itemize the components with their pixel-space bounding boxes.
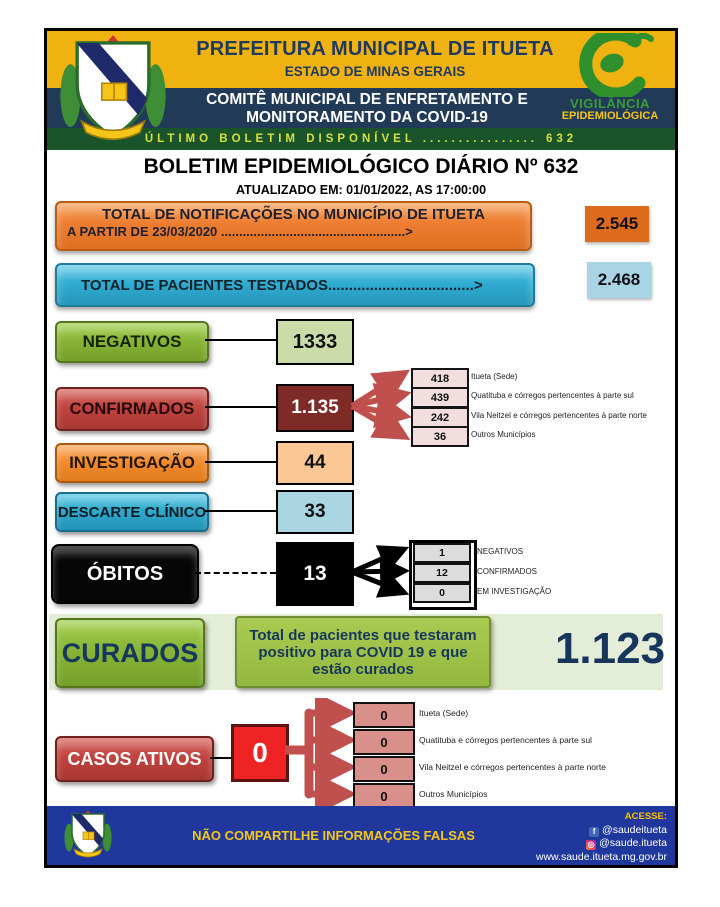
descarte-connector <box>205 510 276 512</box>
curados-label: CURADOS <box>55 618 205 688</box>
committee-line1: COMITÊ MUNICIPAL DE ENFRETAMENTO E <box>206 91 528 108</box>
notifications-line1: TOTAL DE NOTIFICAÇÕES NO MUNICÍPIO DE ITUETA <box>101 206 486 223</box>
last-bulletin-label: ÚLTIMO BOLETIM DISPONÍVEL ................ <box>144 133 538 145</box>
confirmados-breakdown-label: Outros Municípios <box>471 430 536 439</box>
bulletin-updated: ATUALIZADO EM: 01/01/2022, AS 17:00:00 <box>235 183 487 197</box>
obitos-breakdown-value: 0 <box>413 583 471 603</box>
footer-links <box>536 810 667 864</box>
footer <box>47 806 675 865</box>
casos-breakdown-label: Outros Municípios <box>419 789 488 799</box>
casos-ativos-value: 0 <box>231 724 289 782</box>
notifications-value: 2.545 <box>585 206 649 242</box>
confirmados-arrows-icon <box>350 364 412 446</box>
notifications-line2: A PARTIR DE 23/03/2020 ...................................................> <box>67 224 413 239</box>
confirmados-breakdown-label: Vila Neitzel e córregos pertencentes à parte norte <box>471 411 647 420</box>
casos-ativos-connector <box>210 757 231 759</box>
casos-breakdown-label: Vila Neitzel e córregos pertencentes à parte norte <box>419 762 606 772</box>
bulletin-frame <box>44 28 678 868</box>
tested-bar <box>55 263 535 307</box>
footer-warning: NÃO COMPARTILHE INFORMAÇÕES FALSAS <box>192 828 475 843</box>
curados-value: 1.123 <box>554 624 666 673</box>
committee-line2: MONITORAMENTO DA COVID-19 <box>246 109 488 126</box>
municipal-crest-icon <box>57 34 169 146</box>
investigacao-value: 44 <box>276 441 354 485</box>
investigacao-connector <box>205 461 276 463</box>
website-link[interactable]: www.saude.itueta.mg.gov.br <box>535 850 667 863</box>
tested-value: 2.468 <box>587 262 651 298</box>
header-title: PREFEITURA MUNICIPAL DE ITUETA <box>196 38 554 60</box>
casos-breakdown-value: 0 <box>353 783 415 809</box>
obitos-breakdown-value: 1 <box>413 543 471 563</box>
tested-label: TOTAL DE PACIENTES TESTADOS...................................> <box>81 276 483 294</box>
descarte-value: 33 <box>276 490 354 534</box>
confirmados-connector <box>205 406 276 408</box>
casos-breakdown-label: Quatituba e córregos pertencentes à parte sul <box>419 735 592 745</box>
header-subtitle: ESTADO DE MINAS GERAIS <box>284 64 466 79</box>
instagram-icon: ◎ <box>587 840 595 849</box>
last-bulletin-number: 632 <box>545 133 578 145</box>
casos-breakdown-label: Itueta (Sede) <box>419 708 469 718</box>
facebook-icon: f <box>589 827 599 837</box>
confirmados-breakdown-value: 242 <box>411 407 469 428</box>
negativos-value: 1333 <box>276 319 354 365</box>
casos-breakdown-value: 0 <box>353 702 415 728</box>
obitos-arrows-icon <box>350 539 410 605</box>
access-label: ACESSE: <box>624 811 667 822</box>
descarte-label: DESCARTE CLÍNICO <box>55 492 209 532</box>
obitos-label: ÓBITOS <box>51 544 199 604</box>
obitos-breakdown-label: CONFIRMADOS <box>477 566 537 576</box>
casos-breakdown-value: 0 <box>353 729 415 755</box>
obitos-connector <box>195 572 276 574</box>
confirmados-label: CONFIRMADOS <box>55 387 209 431</box>
negativos-label: NEGATIVOS <box>55 321 209 363</box>
vigilancia-logo-icon <box>565 33 661 97</box>
casos-breakdown-value: 0 <box>353 756 415 782</box>
negativos-connector <box>205 339 276 341</box>
obitos-breakdown-label: NEGATIVOS <box>477 546 524 556</box>
confirmados-breakdown-label: Quatituba e córregos pertencentes à parte sul <box>471 391 634 400</box>
notifications-bar <box>55 201 532 251</box>
casos-ativos-bracket-icon <box>283 698 357 810</box>
obitos-breakdown-label: EM INVESTIGAÇÃO <box>477 586 552 596</box>
confirmados-breakdown-value: 418 <box>411 368 469 389</box>
confirmados-value: 1.135 <box>276 384 354 432</box>
instagram-handle[interactable]: ◎ @saude.itueta <box>587 837 667 849</box>
curados-description: Total de pacientes que testaram positivo para COVID 19 e que estão curados <box>235 616 491 688</box>
confirmados-breakdown-label: Itueta (Sede) <box>471 372 518 381</box>
confirmados-breakdown-value: 36 <box>411 426 469 447</box>
investigacao-label: INVESTIGAÇÃO <box>55 443 209 483</box>
facebook-handle[interactable]: f @saudeitueta <box>536 824 667 838</box>
committee-title <box>157 91 577 127</box>
bulletin-title: BOLETIM EPIDEMIOLÓGICO DIÁRIO Nº 632 <box>143 155 579 178</box>
footer-crest-icon <box>63 810 113 860</box>
vigilancia-label: VIGILÂNCIA EPIDEMIOLÓGICA <box>561 96 659 122</box>
obitos-value: 13 <box>276 542 354 606</box>
obitos-breakdown-value: 12 <box>413 563 471 583</box>
confirmados-breakdown-value: 439 <box>411 387 469 408</box>
casos-ativos-label: CASOS ATIVOS <box>55 736 214 782</box>
